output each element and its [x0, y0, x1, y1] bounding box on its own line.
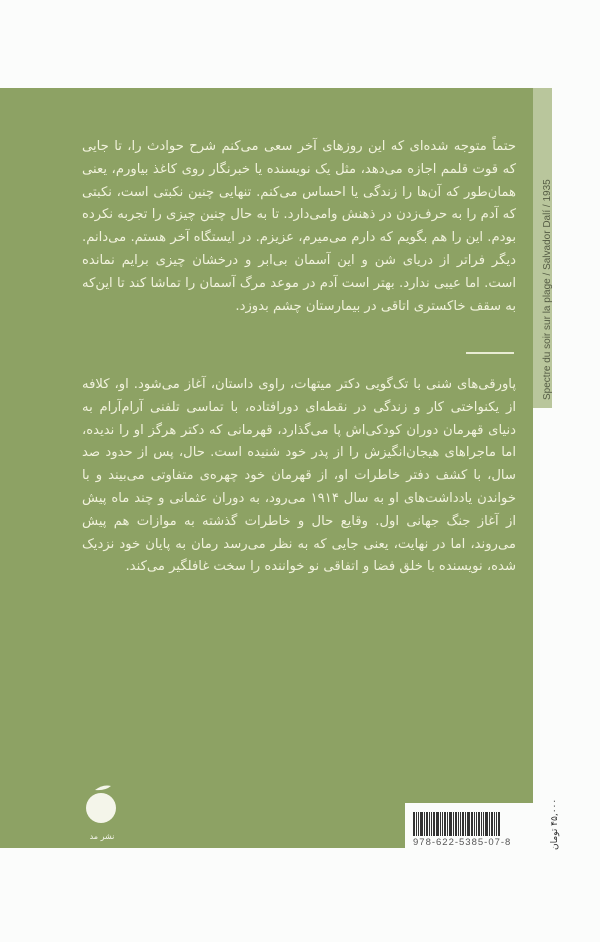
barcode-bar: [429, 812, 430, 836]
barcode-bar: [424, 812, 425, 836]
barcode-bar: [431, 812, 432, 836]
divider: [466, 352, 514, 354]
barcode-bar: [449, 812, 452, 836]
artist-name: Salvador Dalí: [542, 209, 553, 270]
barcode-bar: [474, 812, 475, 836]
barcode-bar: [481, 812, 482, 836]
separator: /: [542, 272, 553, 276]
apple-logo-icon: [85, 780, 119, 828]
publisher-logo: [85, 780, 119, 840]
barcode-bar: [447, 812, 448, 836]
barcode-bar: [496, 812, 497, 836]
barcode-bar: [426, 812, 428, 836]
barcode-bar: [485, 812, 488, 836]
barcode-bar: [465, 812, 466, 836]
barcode-bar: [440, 812, 441, 836]
isbn-number: 978-622-5385-07-8: [413, 837, 512, 848]
barcode-bar: [433, 812, 435, 836]
barcode-bar: [494, 812, 495, 836]
synopsis-paragraph: پاورقی‌های شنی با تک‌گویی دکتر میتهات، راوی داستان، آغاز می‌شود. او، کلافه از یکنواختی کار و زندگی در نقطه‌ای دورافتاده، با تماسی تلفنی آرام‌آرام به دنیای قهرمان دوران کودکی‌اش پا می‌گذارد، قهرمانی که دکتر هرگز او را ندیده، اما ماجراهای هیجان‌انگیزش را از پدر خود شنیده است. حال، پس از حدود صد سال، با کشف دفتر خاطرات او، از قهرمان خود چهره‌ی متفاوتی می‌بیند و با خواندن یادداشت‌های او به سال ۱۹۱۴ می‌رود، به دوران عثمانی و چند ماه پیش از آغاز جنگ جهانی اول. وقایع حال و خاطرات گذشته به موازات هم پیش می‌روند، اما در نهایت، یعنی جایی که به نظر می‌رسد رمان به پایان خود نزدیک شده، نویسنده با خلق فضا و اتفاقی نو خواننده را سخت غافلگیر می‌کند.: [82, 377, 516, 575]
barcode-bar: [471, 812, 473, 836]
barcode-bar: [442, 812, 443, 836]
barcode-bar: [462, 812, 464, 836]
barcode-bar: [413, 812, 415, 836]
barcode-bar: [483, 812, 484, 836]
price-label: ۴۵,۰۰۰ تومان: [550, 798, 560, 850]
artwork-year: 1935: [542, 179, 553, 202]
barcode-bar: [458, 812, 459, 836]
barcode-bar: [489, 812, 490, 836]
barcode: [413, 812, 528, 836]
separator: /: [542, 204, 553, 208]
barcode-bar: [455, 812, 457, 836]
barcode-bar: [467, 812, 470, 836]
barcode-bar: [478, 812, 480, 836]
barcode-bar: [491, 812, 493, 836]
quote-paragraph: حتماً متوجه شده‌ای که این روزهای آخر سعی می‌کنم شرح حوادث را، تا جایی که قوت قلمم اجازه می‌دهد، مثل یک نویسنده یا خبرنگار روی کاغذ بیاورم، یعنی همان‌طور که آن‌ها را زندگی یا احساس می‌کنم. تنهایی چنین نکبتی است، نکبتی که آدم را به حرف‌زدن در ذهنش وامی‌دارد. تا به حال چنین چیزی را تجربه نکرده بودم. این را هم بگویم که دارم می‌میرم، عزیزم. در ایستگاه آخر هستم. می‌دانم. دیگر فراتر از دریای شن و این آسمان بی‌ابر و درخشان چیزی برایم نمانده است. اما عیبی ندارد. بهتر است آدم در موعد مرگ آسمان را تماشا کند تا این‌که به سقف خاکستری اتاقی در بیمارستان چشم بدوزد.: [82, 139, 516, 314]
artwork-title: Spectre du soir sur la plage: [542, 278, 553, 400]
barcode-bar: [444, 812, 446, 836]
barcode-bar: [476, 812, 477, 836]
barcode-bar: [416, 812, 417, 836]
barcode-bar: [498, 812, 500, 836]
publisher-name: نشر مد: [89, 832, 115, 841]
barcode-bar: [436, 812, 439, 836]
barcode-bar: [460, 812, 461, 836]
barcode-bar: [418, 812, 419, 836]
barcode-bar: [420, 812, 423, 836]
barcode-bar: [453, 812, 454, 836]
spine-caption: [542, 179, 553, 400]
